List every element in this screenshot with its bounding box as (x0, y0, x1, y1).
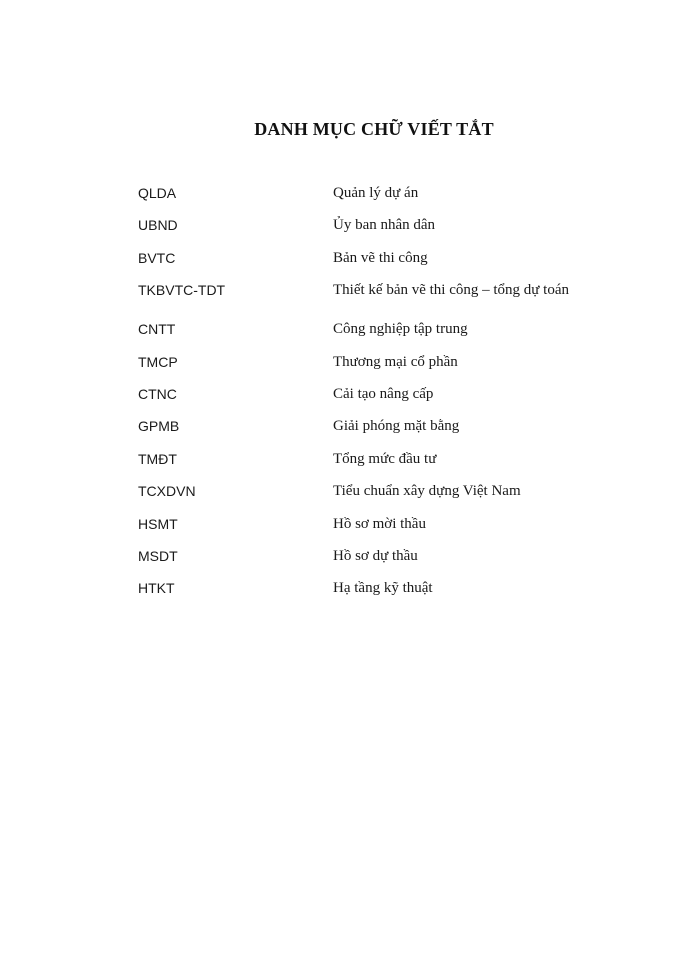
abbreviation: HSMT (138, 515, 178, 532)
abbreviation: UBND (138, 217, 178, 234)
abbreviation: TMĐT (138, 450, 177, 467)
abbreviation-meaning: Thương mại cổ phần (333, 353, 458, 370)
abbreviation-meaning: Thiết kế bản vẽ thi công – tổng dự toán (333, 282, 569, 299)
list-item (138, 546, 658, 578)
abbreviation: GPMB (138, 418, 180, 435)
abbreviation: CNTT (138, 321, 176, 338)
list-item (138, 319, 658, 351)
abbreviation-meaning: Tổng mức đầu tư (333, 450, 437, 467)
list-item (138, 215, 658, 247)
list-item (138, 578, 658, 610)
abbreviation: TKBVTC-TDT (138, 282, 226, 299)
abbreviation-meaning: Cải tạo nâng cấp (333, 385, 434, 402)
abbreviation-meaning: Công nghiệp tập trung (333, 321, 468, 338)
abbreviation-list (138, 183, 658, 611)
abbreviation: CTNC (138, 385, 177, 402)
list-item (138, 352, 658, 384)
list-item (138, 481, 658, 513)
list-item (138, 384, 658, 416)
abbreviation-meaning: Hạ tầng kỹ thuật (333, 580, 433, 597)
abbreviation: TMCP (138, 353, 178, 370)
list-item (138, 514, 658, 546)
abbreviation-meaning: Quản lý dự án (333, 185, 419, 201)
list-item (138, 183, 658, 215)
abbreviation-meaning: Bản vẽ thi công (333, 249, 428, 266)
page-title: DANH MỤC CHỮ VIẾT TẮT (254, 119, 494, 139)
abbreviation: QLDA (138, 185, 177, 201)
list-item (138, 416, 658, 448)
abbreviation-meaning: Ủy ban nhân dân (333, 217, 436, 234)
abbreviation: BVTC (138, 249, 176, 266)
abbreviation-meaning: Hồ sơ dự thầu (333, 547, 418, 564)
abbreviation-meaning: Giải phóng mặt bằng (333, 418, 460, 435)
abbreviation-meaning: Hồ sơ mời thầu (333, 515, 426, 532)
abbreviation: TCXDVN (138, 483, 196, 500)
list-item (138, 248, 658, 280)
abbreviation: MSDT (138, 547, 178, 564)
list-item (138, 449, 658, 481)
abbreviation-meaning: Tiểu chuẩn xây dựng Việt Nam (333, 483, 521, 500)
abbreviation: HTKT (138, 580, 175, 597)
list-item (138, 280, 658, 319)
